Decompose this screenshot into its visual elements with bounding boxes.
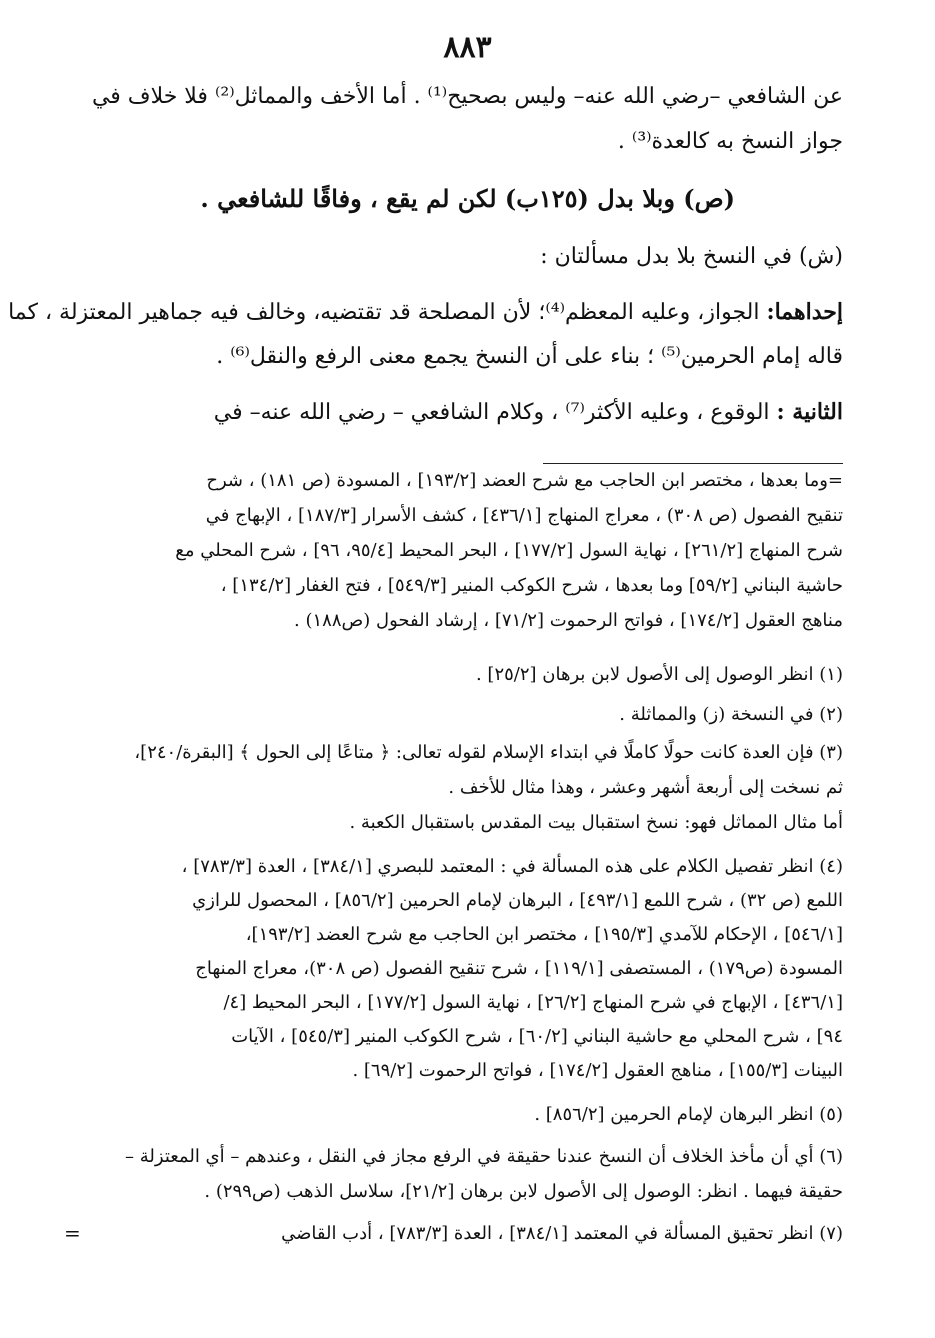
footnote-continued-line: مناهج العقول [١٧٤/٢] ، فواتح الرحموت [٧١/٢] ، إرشاد الفحول (ص١٨٨) .	[294, 610, 843, 631]
footnote-7: (٧) انظر تحقيق المسألة في المعتمد [٣٨٤/١] ، العدة [٧٨٣/٣] ، أدب القاضي	[281, 1223, 843, 1244]
commentary-heading: (ش) في النسخ بلا بدل مسألتان :	[540, 244, 843, 269]
continuation-mark: =	[64, 1221, 81, 1245]
footnote-4-line: اللمع (ص ٣٢) ، شرح اللمع [٤٩٣/١] ، البرهان لإمام الحرمين [٨٥٦/٢] ، المحصول للرازي	[192, 890, 843, 911]
footnote-6-line: (٦) أي أن مأخذ الخلاف أن النسخ عندنا حقيقة في الرفع مجاز في النقل ، وعندهم – أي المعتزلة –	[125, 1146, 843, 1167]
footnote-4-line: [٤٣٦/١] ، الإبهاج في شرح المنهاج [٢٦/٢] ، نهاية السول [١٧٧/٢] ، البحر المحيط [٤/	[223, 992, 843, 1013]
issue-two	[78, 395, 843, 429]
footnote-continued-line: تنقيح الفصول (ص ٣٠٨) ، معراج المنهاج [٤٣٦/١] ، كشف الأسرار [١٨٧/٣] ، الإبهاج في	[205, 505, 843, 526]
footnote-continued-line: حاشية البناني [٥٩/٢] وما بعدها ، شرح الكوكب المنير [٥٤٩/٣] ، فتح الغفار [١٣٤/٢] ،	[220, 575, 843, 596]
text-heading: (ص) وبلا بدل (١٢٥ب) لكن لم يقع ، وفاقًا للشافعي .	[200, 184, 735, 213]
footnote-3-line: ثم نسخت إلى أربعة أشهر وعشر ، وهذا مثال للأخف .	[448, 777, 843, 798]
footnote-4-line: البينات [١٥٥/٣] ، مناهج العقول [١٧٤/٢] ، فواتح الرحموت [٦٩/٢] .	[352, 1060, 843, 1081]
issue-one-continued: قاله إمام الحرمين⁽⁵⁾ ؛ بناء على أن النسخ يجمع معنى الرفع والنقل⁽⁶⁾ .	[216, 344, 843, 369]
issue-one-text: الجواز، وعليه المعظم⁽⁴⁾؛ لأن المصلحة قد تقتضيه، وخالف فيه جماهير المعتزلة ، كما	[8, 300, 767, 325]
footnote-4-line: (٤) انظر تفصيل الكلام على هذه المسألة في : المعتمد للبصري [٣٨٤/١] ، العدة [٧٨٣/٣] ،	[181, 856, 843, 877]
issue-two-text: الوقوع ، وعليه الأكثر⁽⁷⁾ ، وكلام الشافعي – رضي الله عنه– في	[213, 400, 777, 425]
footnote-continued-line: شرح المنهاج [٢٦١/٢] ، نهاية السول [١٧٧/٢] ، البحر المحيط [٩٥/٤، ٩٦] ، شرح المحلي مع	[175, 540, 843, 561]
issue-one-label: إحداهما:	[766, 299, 843, 325]
footnote-1: (١) انظر الوصول إلى الأصول لابن برهان [٢٥/٢] .	[475, 664, 843, 685]
footnote-2: (٢) في النسخة (ز) والمماثلة .	[619, 704, 843, 725]
footnote-separator	[543, 463, 843, 464]
footnote-6-line: حقيقة فيهما . انظر: الوصول إلى الأصول لابن برهان [٢١/٢]، سلاسل الذهب (ص٢٩٩) .	[204, 1181, 843, 1202]
footnote-3-line: أما مثال المماثل فهو: نسخ استقبال بيت المقدس باستقبال الكعبة .	[349, 812, 843, 833]
footnote-3-line: (٣) فإن العدة كانت حولًا كاملًا في ابتداء الإسلام لقوله تعالى: ﴿ متاعًا إلى الحول ﴾ [البقرة/٢٤٠]،	[134, 742, 843, 763]
footnote-5: (٥) انظر البرهان لإمام الحرمين [٨٥٦/٢] .	[534, 1104, 843, 1125]
footnote-4-line: ٩٤] ، شرح المحلي مع حاشية البناني [٦٠/٢] ، شرح الكوكب المنير [٥٤٥/٣] ، الآيات	[231, 1026, 843, 1047]
footnote-continued-line: =وما بعدها ، مختصر ابن الحاجب مع شرح العضد [١٩٣/٢] ، المسودة (ص ١٨١) ، شرح	[206, 470, 843, 491]
footnote-4-line: [٥٤٦/١] ، الإحكام للآمدي [١٩٥/٣] ، مختصر ابن الحاجب مع شرح العضد [١٩٣/٢]،	[245, 924, 843, 945]
body-line-2: جواز النسخ به كالعدة⁽³⁾ .	[617, 129, 843, 154]
page-number: ٨٨٣	[443, 30, 492, 65]
issue-two-label: الثانية :	[776, 399, 843, 425]
issue-one	[8, 295, 843, 329]
footnote-4-line: المسودة (ص١٧٩) ، المستصفى [١١٩/١] ، شرح تنقيح الفصول (ص ٣٠٨)، معراج المنهاج	[195, 958, 843, 979]
body-line-1: عن الشافعي –رضي الله عنه– وليس بصحيح⁽¹⁾ . أما الأخف والمماثل⁽²⁾ فلا خلاف في	[91, 84, 843, 109]
